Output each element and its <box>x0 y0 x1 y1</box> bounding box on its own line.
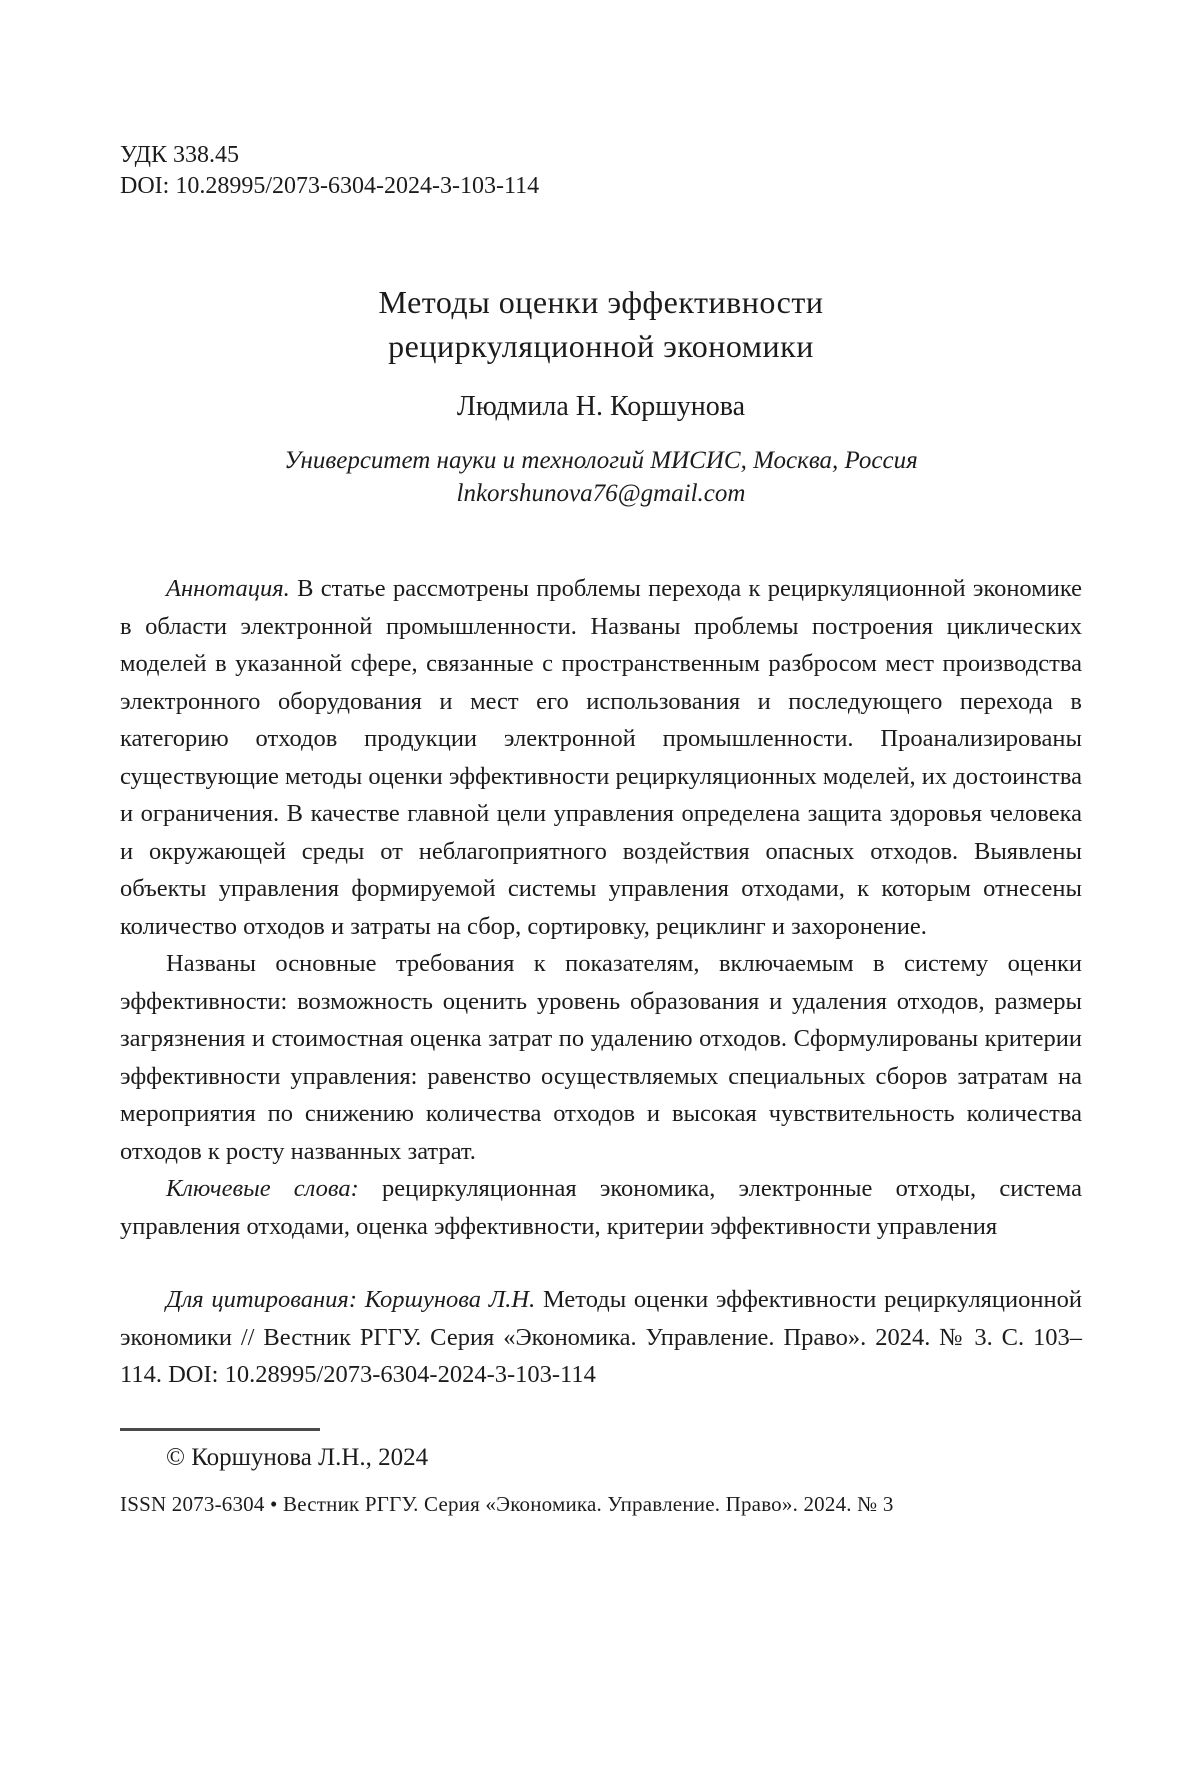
author-email: lnkorshunova76@gmail.com <box>456 480 746 507</box>
author-name: Людмила Н. Коршунова <box>456 391 746 422</box>
abstract-paragraph-1 <box>120 570 1082 945</box>
abstract-paragraph-1-text: В статье рассмотрены проблемы перехода к рециркуляционной экономике в области электронной промышленности. Названы проблемы построения циклических моделей в указанной сфере, связанные с пространственным разбросом мест производства электронного оборудования и мест его использования и последующего перехода в категорию отходов продукции электронной промышленности. Проанализированы существующие методы оценки эффективности рециркуляционных моделей, их достоинства и ограничения. В качестве главной цели управления определена защита здоровья человека и окружающей среды от неблагоприятного воздействия опасных отходов. Выявлены объекты управления формируемой системы управления отходами, к которым отнесены количество отходов и затраты на сбор, сортировку, рециклинг и захоронение. <box>120 575 1083 940</box>
citation-author: Коршунова Л.Н. <box>364 1286 536 1313</box>
abstract-section <box>120 570 1082 1245</box>
article-title-line2: рециркуляционной экономики <box>388 328 814 364</box>
doi-line: DOI: 10.28995/2073-6304-2024-3-103-114 <box>120 173 540 199</box>
title-block <box>120 280 1082 510</box>
citation-text: Методы оценки эффективности рециркуляционной экономики // Вестник РГГУ. Серия «Экономика. Управление. Право». 2024. № 3. С. 103–114. DOI: 10.28995/2073-6304-2024-3-103-114 <box>120 1286 1082 1388</box>
citation-paragraph <box>120 1281 1082 1394</box>
keywords-paragraph <box>120 1170 1082 1245</box>
keywords-text: рециркуляционная экономика, электронные отходы, система управления отходами, оценка эффективности, критерии эффективности управления <box>120 1175 1083 1240</box>
journal-footer-line: ISSN 2073-6304 • Вестник РГГУ. Серия «Экономика. Управление. Право». 2024. № 3 <box>120 1491 894 1516</box>
citation-label: Для цитирования: <box>166 1286 357 1313</box>
copyright-line: © Коршунова Л.Н., 2024 <box>166 1443 429 1471</box>
keywords-label: Ключевые слова: <box>166 1175 359 1202</box>
citation-section <box>120 1281 1082 1394</box>
abstract-paragraph-2: Названы основные требования к показателям, включаемым в систему оценки эффективности: возможность оценить уровень образования и удаления отходов, размеры загрязнения и стоимостная оценка затрат по удалению отходов. Сформулированы критерии эффективности управления: равенство осуществляемых специальных сборов затратам на мероприятия по снижению количества отходов и высокая чувствительность количества отходов к росту названных затрат. <box>120 950 1082 1165</box>
copyright-divider <box>120 1428 320 1431</box>
author-affiliation: Университет науки и технологий МИСИС, Москва, Россия <box>284 447 918 474</box>
udc-code: УДК 338.45 <box>120 142 239 168</box>
article-title-line1: Методы оценки эффективности <box>378 284 824 320</box>
article-meta <box>120 140 1082 202</box>
abstract-label: Аннотация. <box>166 575 290 602</box>
article-title <box>120 280 1082 368</box>
